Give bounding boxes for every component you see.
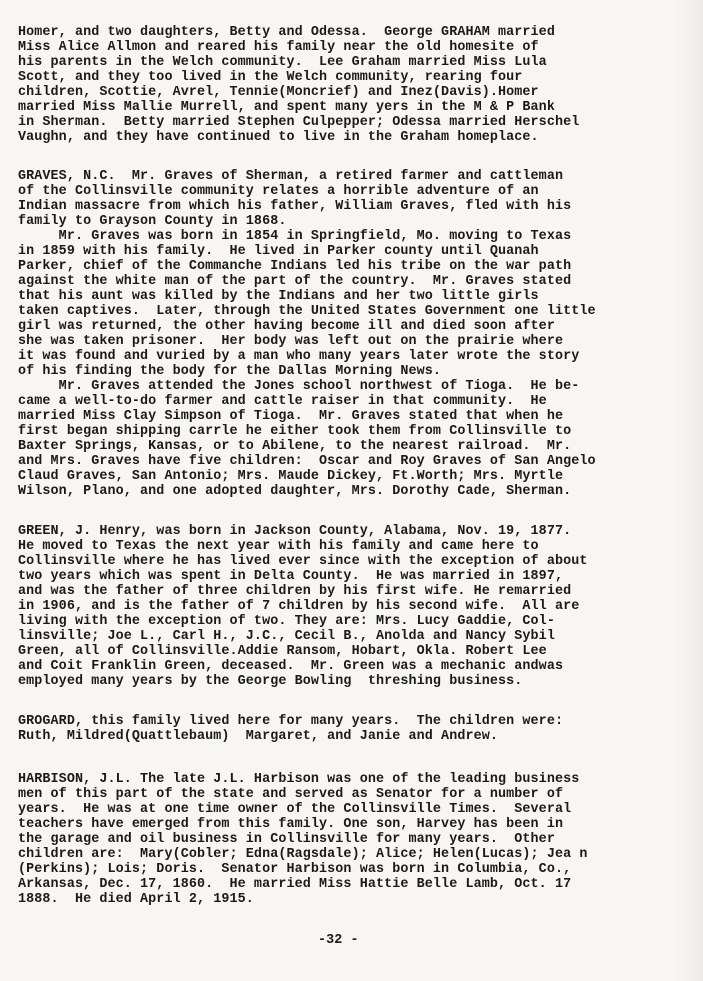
entry-heading-line: GROGARD, this family lived here for many years. The children were:	[18, 714, 564, 729]
text-line: the garage and oil business in Collinsville for many years. Other	[18, 832, 555, 847]
text-line: Claud Graves, San Antonio; Mrs. Maude Dickey, Ft.Worth; Mrs. Myrtle	[18, 469, 564, 484]
text-line: years. He was at one time owner of the Collinsville Times. Several	[18, 802, 572, 817]
text-line: family to Grayson County in 1868.	[18, 214, 287, 229]
text-line: in 1859 with his family. He lived in Parker county until Quanah	[18, 244, 539, 259]
text-line: his parents in the Welch community. Lee Graham married Miss Lula	[18, 55, 547, 70]
text-line: married Miss Clay Simpson of Tioga. Mr. Graves stated that when he	[18, 409, 564, 424]
text-line: against the white man of the part of the country. Mr. Graves stated	[18, 274, 572, 289]
text-line: teachers have emerged from this family. One son, Harvey has been in	[18, 817, 564, 832]
text-line: Vaughn, and they have continued to live in the Graham homeplace.	[18, 130, 539, 145]
text-line: Baxter Springs, Kansas, or to Abilene, to the nearest railroad. Mr.	[18, 439, 572, 454]
text-line: linsville; Joe L., Carl H., J.C., Cecil B., Anolda and Nancy Sybil	[18, 629, 555, 644]
text-line: that his aunt was killed by the Indians and her two little girls	[18, 289, 539, 304]
entry-heading-line: GREEN, J. Henry, was born in Jackson County, Alabama, Nov. 19, 1877.	[18, 524, 572, 539]
entry-heading-line: HARBISON, J.L. The late J.L. Harbison was one of the leading business	[18, 772, 580, 787]
text-line: Scott, and they too lived in the Welch community, rearing four	[18, 70, 523, 85]
text-line: came a well-to-do farmer and cattle raiser in that community. He	[18, 394, 547, 409]
text-line: Mr. Graves attended the Jones school northwest of Tioga. He be-	[18, 379, 580, 394]
text-line: and Coit Franklin Green, deceased. Mr. Green was a mechanic andwas	[18, 659, 564, 674]
text-line: of the Collinsville community relates a horrible adventure of an	[18, 184, 539, 199]
text-line: married Miss Mallie Murrell, and spent many yers in the M & P Bank	[18, 100, 555, 115]
text-line: two years which was spent in Delta County. He was married in 1897,	[18, 569, 564, 584]
text-line: and was the father of three children by his first wife. He remarried	[18, 584, 572, 599]
text-line: Homer, and two daughters, Betty and Odessa. George GRAHAM married	[18, 25, 555, 40]
text-line: it was found and vuried by a man who many years later wrote the story	[18, 349, 580, 364]
entry-heading-line: GRAVES, N.C. Mr. Graves of Sherman, a retired farmer and cattleman	[18, 169, 564, 184]
text-line: employed many years by the George Bowling threshing business.	[18, 674, 523, 689]
text-line: in 1906, and is the father of 7 children by his second wife. All are	[18, 599, 580, 614]
text-line: Miss Alice Allmon and reared his family near the old homesite of	[18, 40, 539, 55]
text-line: Green, all of Collinsville.Addie Ransom, Hobart, Okla. Robert Lee	[18, 644, 547, 659]
text-line: (Perkins); Lois; Doris. Senator Harbison was born in Columbia, Co.,	[18, 862, 572, 877]
text-line: girl was returned, the other having become ill and died soon after	[18, 319, 555, 334]
text-line: living with the exception of two. They are: Mrs. Lucy Gaddie, Col-	[18, 614, 555, 629]
text-line: Ruth, Mildred(Quattlebaum) Margaret, and Janie and Andrew.	[18, 729, 499, 744]
text-line: Mr. Graves was born in 1854 in Springfield, Mo. moving to Texas	[18, 229, 572, 244]
text-line: Parker, chief of the Commanche Indians led his tribe on the war path	[18, 259, 572, 274]
text-line: first began shipping carrle he either took them from Collinsville to	[18, 424, 572, 439]
text-line: she was taken prisoner. Her body was left out on the prairie where	[18, 334, 564, 349]
text-line: men of this part of the state and served as Senator for a number of	[18, 787, 564, 802]
text-line: children, Scottie, Avrel, Tennie(Moncrief) and Inez(Davis).Homer	[18, 85, 539, 100]
text-line: in Sherman. Betty married Stephen Culpepper; Odessa married Herschel	[18, 115, 580, 130]
text-line: Wilson, Plano, and one adopted daughter, Mrs. Dorothy Cade, Sherman.	[18, 484, 572, 499]
text-line: of his finding the body for the Dallas Morning News.	[18, 364, 442, 379]
text-line: Indian massacre from which his father, William Graves, fled with his	[18, 199, 572, 214]
scan-edge-shadow	[675, 0, 703, 981]
text-line: taken captives. Later, through the United States Government one little	[18, 304, 596, 319]
text-line: He moved to Texas the next year with his family and came here to	[18, 539, 539, 554]
page-number: -32 -	[318, 933, 359, 948]
text-line: and Mrs. Graves have five children: Oscar and Roy Graves of San Angelo	[18, 454, 596, 469]
text-line: children are: Mary(Cobler; Edna(Ragsdale); Alice; Helen(Lucas); Jea n	[18, 847, 588, 862]
text-line: Arkansas, Dec. 17, 1860. He married Miss Hattie Belle Lamb, Oct. 17	[18, 877, 572, 892]
text-line: Collinsville where he has lived ever since with the exception of about	[18, 554, 588, 569]
text-line: 1888. He died April 2, 1915.	[18, 892, 254, 907]
